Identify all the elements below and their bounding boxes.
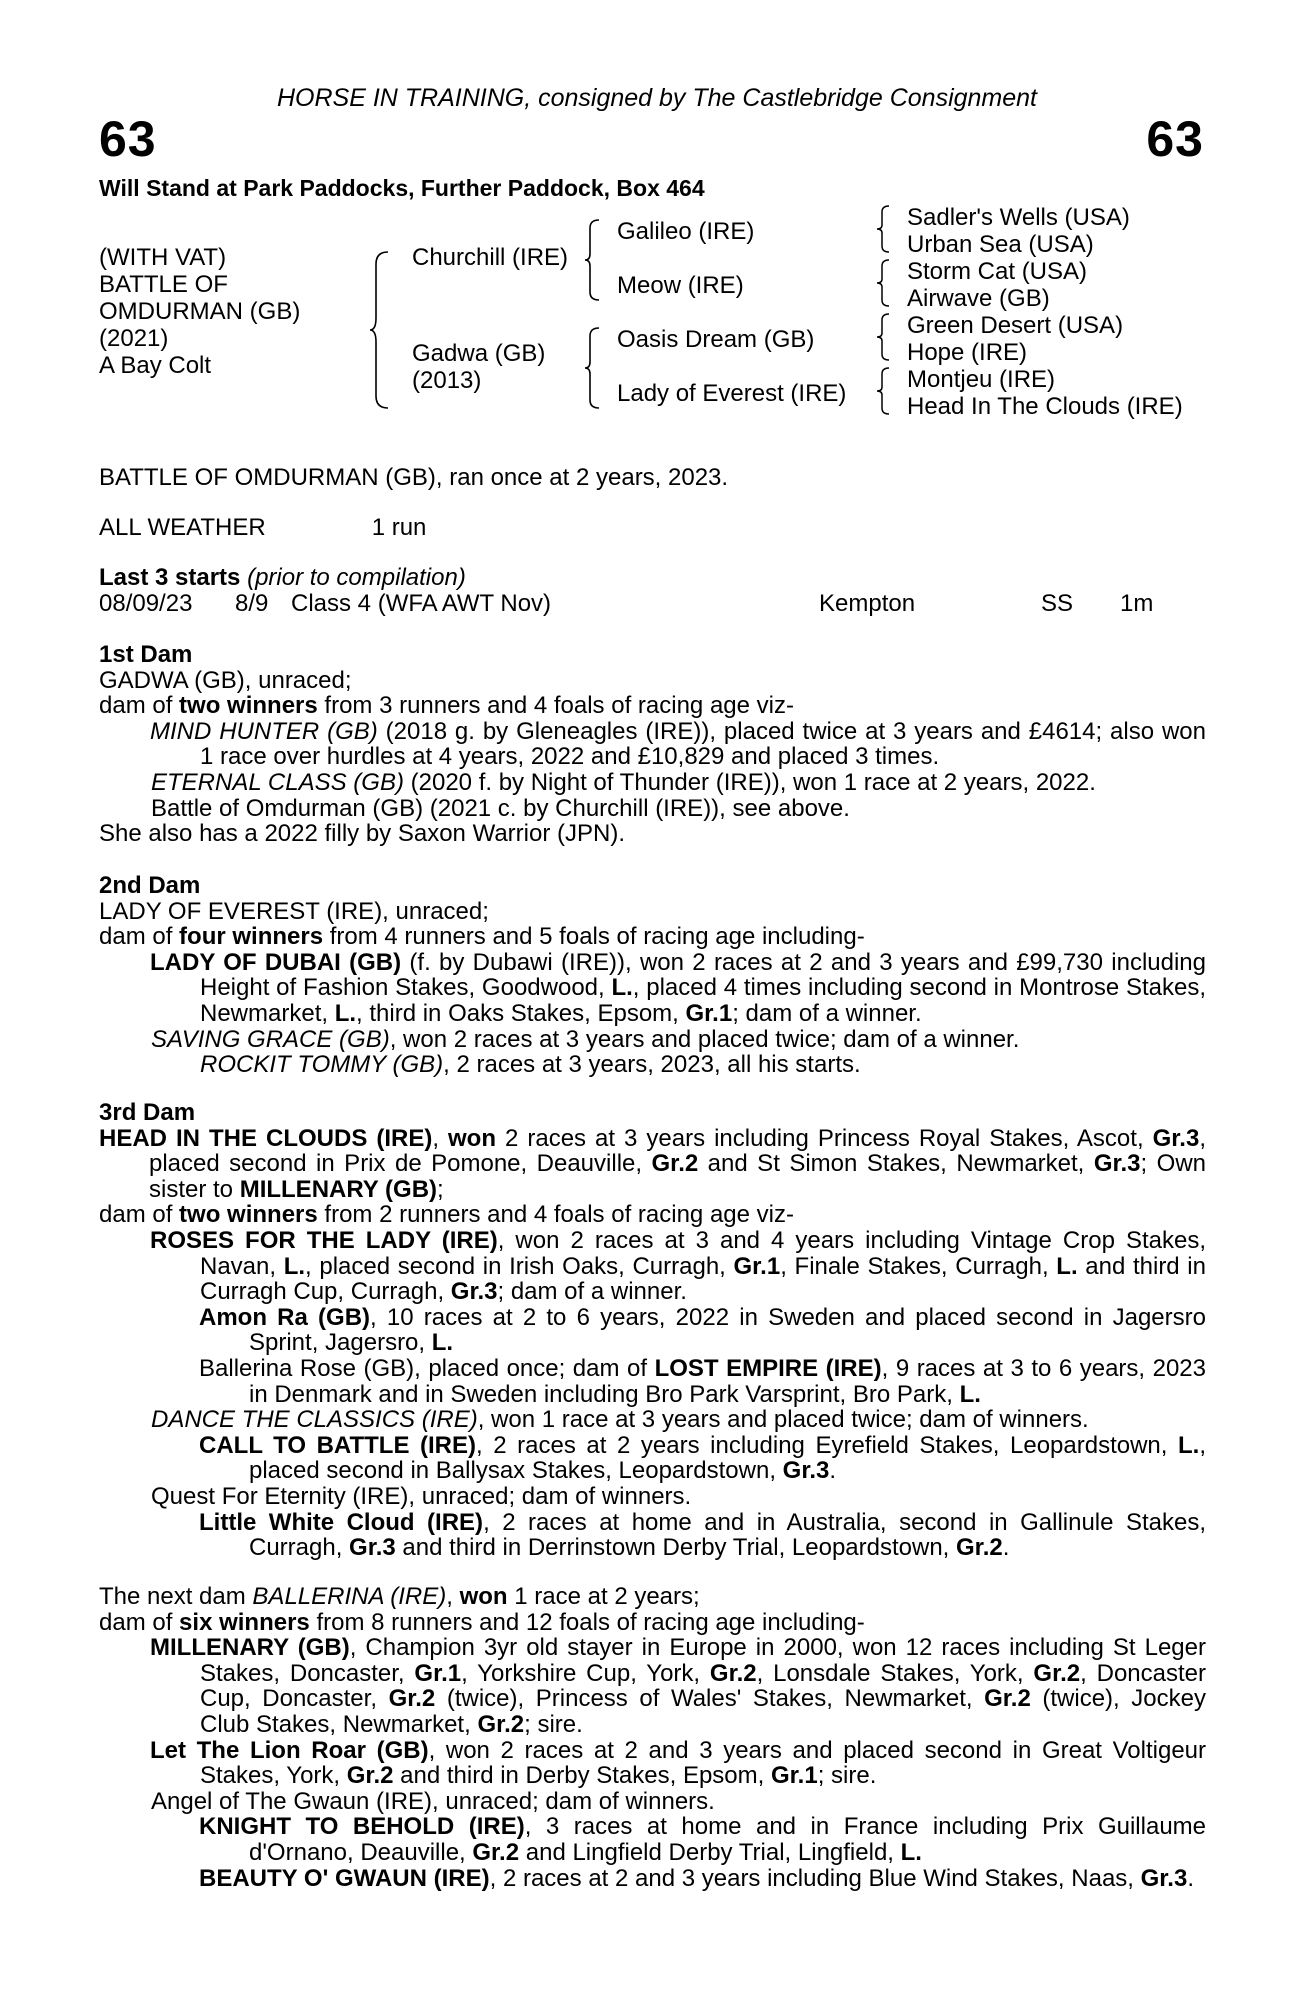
race-summary: BATTLE OF OMDURMAN (GB), ran once at 2 years, 2023. — [99, 464, 729, 491]
sire-sire-dam: Urban Sea (USA) — [907, 231, 1094, 258]
next-dam-section — [99, 1584, 1206, 1891]
start-going: SS — [1041, 590, 1074, 617]
lot-number-left: 63 — [99, 111, 157, 167]
progeny-roses-for-the-lady: ROSES FOR THE LADY (IRE), won 2 races at 3 and 4 years including Vintage Crop Stakes, Navan, L., placed second in Irish Oaks, Curragh, Gr.1, Finale Stakes, Curragh, L. and third in Curragh Cup, Curragh, Gr.3; dam of a winner. — [150, 1226, 1206, 1306]
progeny-knight-to-behold: KNIGHT TO BEHOLD (IRE), 3 races at home and in France including Prix Guillaume d'Ornano, Deauville, Gr.2 and Lingfield Derby Trial, Lingfield, L. — [199, 1813, 1207, 1866]
progeny-beauty-o-gwaun: BEAUTY O' GWAUN (IRE), 2 races at 2 and 3 years including Blue Wind Stakes, Naas, Gr.3. — [199, 1864, 1194, 1892]
progeny-little-white-cloud: Little White Cloud (IRE), 2 races at home and in Australia, second in Gallinule Stakes, Curragh, Gr.3 and third in Derrinstown Derby Trial, Leopardstown, Gr.2. — [199, 1508, 1207, 1562]
progeny-dance-the-classics: DANCE THE CLASSICS (IRE), won 1 race at 3 years and placed twice; dam of winners. — [151, 1406, 1089, 1434]
start-position: 8/9 — [235, 590, 269, 617]
sire-brace — [585, 218, 603, 302]
first-dam-section — [99, 642, 1206, 847]
third-dam-section — [99, 1100, 1206, 1561]
first-dam-line: GADWA (GB), unraced; — [99, 666, 352, 694]
dam-year: (2013) — [412, 367, 482, 394]
horse-name-line2: OMDURMAN (GB) — [99, 298, 301, 325]
horse-year: (2021) — [99, 325, 169, 352]
dam-sire: Oasis Dream (GB) — [617, 326, 815, 353]
second-dam-title: 2nd Dam — [99, 872, 201, 899]
last-starts-title: Last 3 starts — [99, 564, 241, 591]
dam-sire-dam: Hope (IRE) — [907, 339, 1028, 366]
sire-sire-sire: Sadler's Wells (USA) — [907, 204, 1130, 231]
horse-name-line1: BATTLE OF — [99, 271, 228, 298]
progeny-lady-of-dubai: LADY OF DUBAI (GB) (f. by Dubawi (IRE)), won 2 races at 2 and 3 years and £99,730 including Height of Fashion Stakes, Goodwood, L., placed 4 times including second in Montrose Stakes, Newmarket, L., third in Oaks Stakes, Epsom, Gr.1; dam of a winner. — [150, 948, 1206, 1027]
next-dam-line: The next dam BALLERINA (IRE), won 1 race at 2 years; — [99, 1583, 700, 1610]
progeny-amon-ra: Amon Ra (GB), 10 races at 2 to 6 years, 2022 in Sweden and placed second in Jagersro Sprint, Jagersro, L. — [199, 1303, 1206, 1357]
progeny-eternal-class: ETERNAL CLASS (GB) (2020 f. by Night of Thunder (IRE)), won 1 race at 2 years, 2022. — [151, 768, 1096, 796]
sire-dam-sire: Storm Cat (USA) — [907, 258, 1088, 285]
dam-sire-sire: Green Desert (USA) — [907, 312, 1124, 339]
brace-ds — [877, 312, 893, 362]
progeny-quest-for-eternity: Quest For Eternity (IRE), unraced; dam of winners. — [151, 1482, 692, 1510]
progeny-angel-of-the-gwaun: Angel of The Gwaun (IRE), unraced; dam of winners. — [151, 1787, 715, 1815]
dam-dam-dam: Head In The Clouds (IRE) — [907, 393, 1183, 420]
surface-runs: 1 run — [371, 514, 427, 541]
second-dam-line: LADY OF EVEREST (IRE), unraced; — [99, 897, 489, 925]
third-dam-title: 3rd Dam — [99, 1099, 196, 1126]
surface-record — [99, 515, 1206, 541]
progeny-call-to-battle: CALL TO BATTLE (IRE), 2 races at 2 years including Eyrefield Stakes, Leopardstown, L., placed second in Ballysax Stakes, Leopardstown, Gr.3. — [199, 1431, 1207, 1485]
brace-sd — [877, 258, 893, 308]
progeny-mind-hunter: MIND HUNTER (GB) (2018 g. by Gleneagles (IRE)), placed twice at 3 years and £4614; also won 1 race over hurdles at 4 years, 2022 and £10,829 and placed 3 times. — [150, 717, 1206, 771]
progeny-ballerina-rose: Ballerina Rose (GB), placed once; dam of LOST EMPIRE (IRE), 9 races at 3 to 6 years, 2023 in Denmark and in Sweden including Bro Park Varsprint, Bro Park, L. — [199, 1354, 1206, 1408]
sire-name: Churchill (IRE) — [412, 244, 569, 271]
sire-dam-dam: Airwave (GB) — [907, 285, 1050, 312]
dam-dam-sire: Montjeu (IRE) — [907, 366, 1056, 393]
main-brace — [370, 250, 392, 410]
last-starts-note: (prior to compilation) — [247, 564, 466, 591]
sire-dam: Meow (IRE) — [617, 272, 744, 299]
horse-description: A Bay Colt — [99, 352, 212, 379]
progeny-saving-grace: SAVING GRACE (GB), won 2 races at 3 years and placed twice; dam of a winner. — [151, 1025, 1020, 1053]
third-dam-produce-line: dam of two winners from 2 runners and 4 foals of racing age viz- — [99, 1201, 794, 1229]
brace-ss — [877, 204, 893, 254]
consignment-header: HORSE IN TRAINING, consigned by The Castlebridge Consignment — [276, 84, 1038, 112]
lot-number-right: 63 — [1146, 111, 1204, 167]
brace-dd — [877, 366, 893, 416]
progeny-let-the-lion-roar: Let The Lion Roar (GB), won 2 races at 2 and 3 years and placed second in Great Voltigeur Stakes, York, Gr.2 and third in Derby Stakes, Epsom, Gr.1; sire. — [150, 1736, 1207, 1790]
progeny-rockit-tommy: ROCKIT TOMMY (GB), 2 races at 3 years, 2023, all his starts. — [200, 1051, 861, 1079]
second-dam-produce-line: dam of four winners from 4 runners and 5 foals of racing age including- — [99, 923, 865, 951]
next-dam-produce-line: dam of six winners from 8 runners and 12 foals of racing age including- — [99, 1608, 865, 1636]
first-dam-title: 1st Dam — [99, 641, 193, 668]
first-dam-foal-note: She also has a 2022 filly by Saxon Warrior (JPN). — [99, 820, 625, 848]
progeny-millenary: MILLENARY (GB), Champion 3yr old stayer in Europe in 2000, won 12 races including St Leger Stakes, Doncaster, Gr.1, Yorkshire Cup, York, Gr.2, Lonsdale Stakes, York, Gr.2, Doncaster Cup, Doncaster, Gr.2 (twice), Princess of Wales' Stakes, Newmarket, Gr.2 (twice), Jockey Club Stakes, Newmarket, Gr.2; sire. — [150, 1634, 1206, 1738]
first-dam-produce-line: dam of two winners from 3 runners and 4 foals of racing age viz- — [99, 692, 794, 720]
progeny-battle-of-omdurman: Battle of Omdurman (GB) (2021 c. by Churchill (IRE)), see above. — [151, 794, 850, 822]
last-starts-heading — [99, 565, 1206, 591]
dam-brace — [585, 326, 603, 410]
start-date: 08/09/23 — [99, 590, 193, 617]
start-course: Kempton — [819, 590, 916, 617]
sire-sire: Galileo (IRE) — [617, 218, 755, 245]
third-dam-line: HEAD IN THE CLOUDS (IRE), won 2 races at 3 years including Princess Royal Stakes, Ascot, Gr.3, placed second in Prix de Pomone, Deauville, Gr.2 and St Simon Stakes, Newmarket, Gr.3; Own sister to MILLENARY (GB); — [99, 1124, 1206, 1203]
second-dam-section — [99, 873, 1206, 1078]
dam-dam: Lady of Everest (IRE) — [617, 380, 847, 407]
start-race: Class 4 (WFA AWT Nov) — [291, 590, 552, 617]
stand-location: Will Stand at Park Paddocks, Further Paddock, Box 464 — [99, 175, 705, 201]
start-distance: 1m — [1120, 590, 1154, 617]
vat-note: (WITH VAT) — [99, 244, 227, 271]
surface-label: ALL WEATHER — [99, 514, 266, 541]
dam-name: Gadwa (GB) — [412, 340, 546, 367]
